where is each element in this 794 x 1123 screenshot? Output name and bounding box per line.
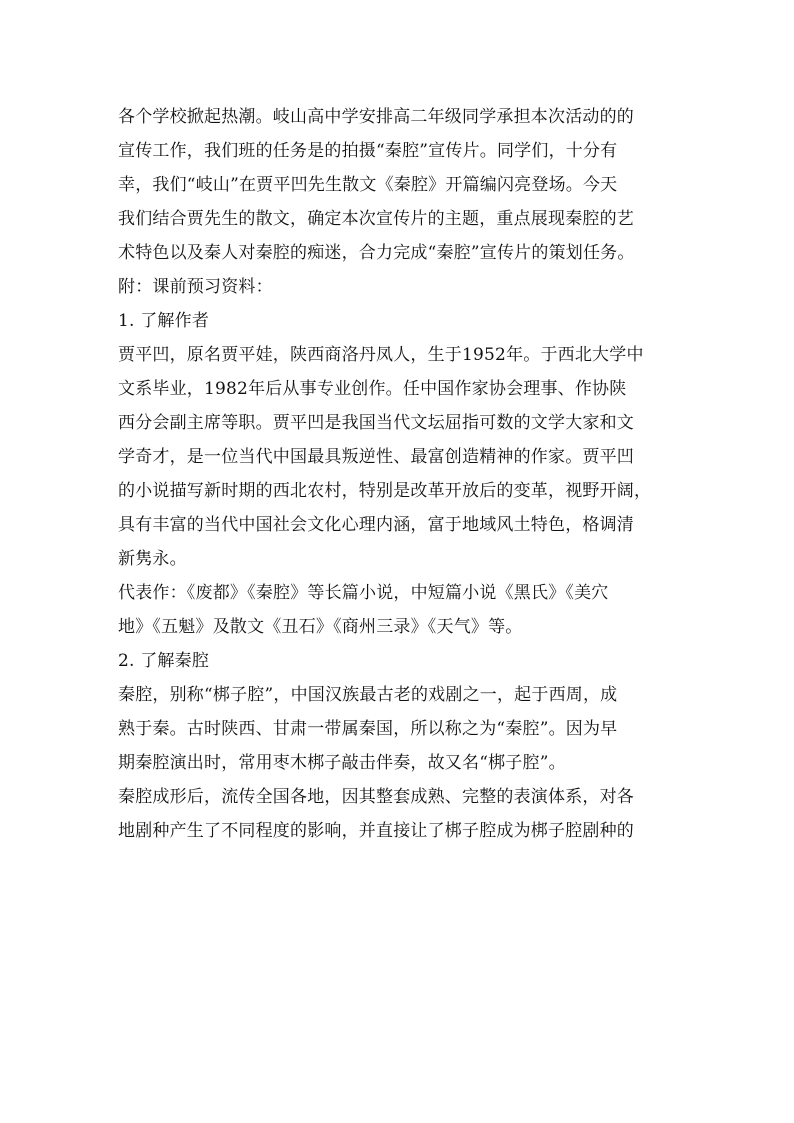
document-page	[118, 100, 678, 848]
section-heading-author: 1. 了解作者	[118, 311, 210, 331]
text-line: 地》《五魁》及散文《丑石》《商州三录》《天气》等。	[118, 617, 523, 637]
text-line: 贾平凹，原名贾平娃，陕西商洛丹凤人，生于1952年。于西北大学中	[118, 345, 644, 365]
text-line: 文系毕业，1982年后从事专业创作。任中国作家协会理事、作协陕	[118, 379, 627, 399]
text-line: 学奇才，是一位当代中国最具叛逆性、最富创造精神的作家。贾平凹	[118, 447, 634, 467]
text-line: 地剧种产生了不同程度的影响，并直接让了梆子腔成为梆子腔剧种的	[118, 821, 634, 841]
text-line: 我们结合贾先生的散文，确定本次宣传片的主题，重点展现秦腔的艺	[118, 209, 634, 229]
section-heading-qinqiang: 2. 了解秦腔	[118, 651, 210, 671]
text-line: 幸，我们“岐山”在贾平凹先生散文《秦腔》开篇编闪亮登场。今天	[118, 175, 618, 195]
appendix-heading: 附：课前预习资料：	[118, 277, 273, 297]
text-line: 西分会副主席等职。贾平凹是我国当代文坛屈指可数的文学大家和文	[118, 413, 634, 433]
text-line: 熟于秦。古时陕西、甘肃一带属秦国，所以称之为“秦腔”。因为早	[118, 719, 618, 739]
text-line: 秦腔，别称“梆子腔”，中国汉族最古老的戏剧之一，起于西周，成	[118, 685, 618, 705]
text-line: 秦腔成形后，流传全国各地，因其整套成熟、完整的表演体系，对各	[118, 787, 634, 807]
text-line: 的小说描写新时期的西北农村，特别是改革开放后的变革，视野开阔，	[118, 481, 652, 501]
text-line: 各个学校掀起热潮。岐山高中学安排高二年级同学承担本次活动的的	[118, 107, 634, 127]
text-line: 新隽永。	[118, 549, 187, 569]
text-line: 期秦腔演出时，常用枣木梆子敲击伴奏，故又名“梆子腔”。	[118, 753, 566, 773]
text-line: 代表作：《废都》《秦腔》等长篇小说，中短篇小说《黑氏》《美穴	[118, 583, 609, 603]
text-line: 术特色以及秦人对秦腔的痴迷，合力完成“秦腔”宣传片的策划任务。	[118, 243, 635, 263]
text-line: 宣传工作，我们班的任务是的拍摄“秦腔”宣传片。同学们，十分有	[118, 141, 618, 161]
text-line: 具有丰富的当代中国社会文化心理内涵，富于地域风土特色，格调清	[118, 515, 634, 535]
